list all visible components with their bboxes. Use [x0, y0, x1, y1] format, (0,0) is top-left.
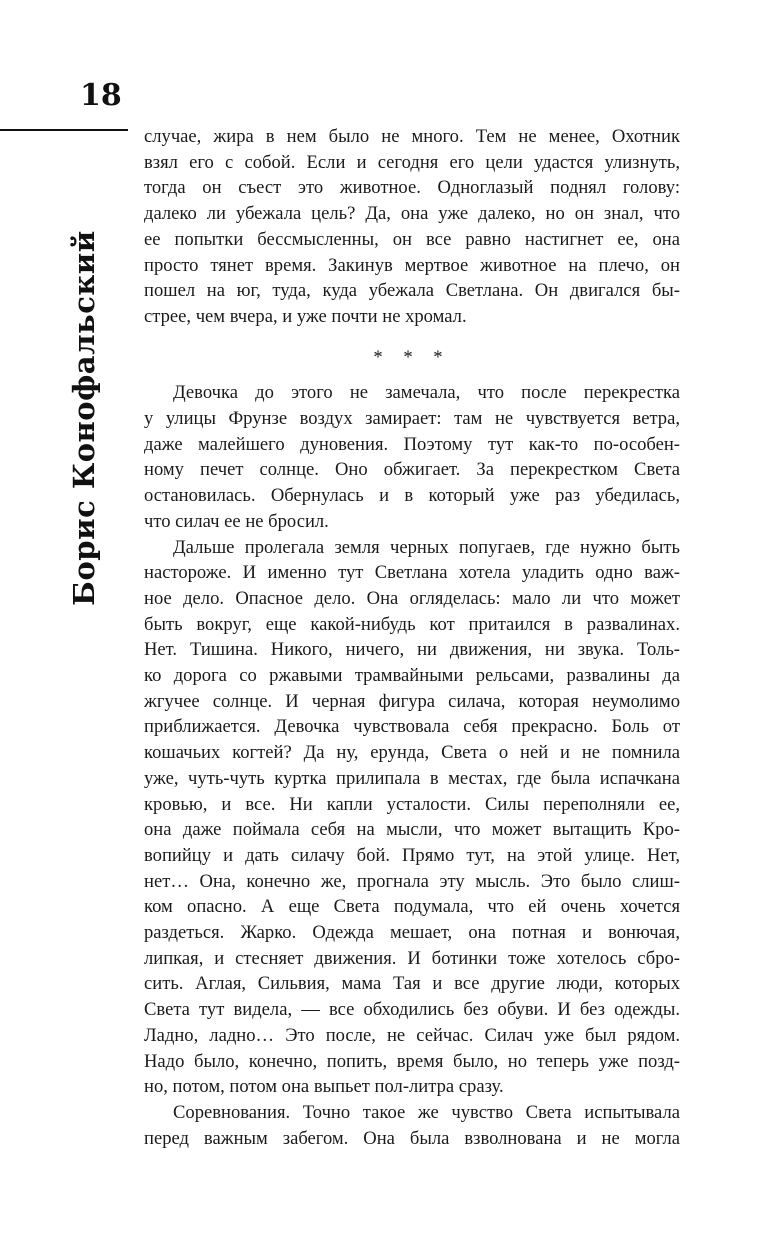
text-line: липкая, и стесняет движения. И ботинки тоже хотелось сбро-	[144, 947, 680, 969]
text-line: Света тут видела, — все обходились без обуви. И без одежды.	[144, 999, 680, 1021]
text-line: остановилась. Обернулась и в который уже раз убедилась,	[144, 485, 680, 507]
text-line: ко дорога со ржавыми трамвайными рельсами, развалины да	[144, 665, 680, 687]
text-line: быть вокруг, еще какой-нибудь кот притаился в развалинах.	[144, 613, 680, 635]
text-line: даже малейшего дуновения. Поэтому тут как-то по-особен-	[144, 433, 680, 455]
text-line: ее попытки бессмысленны, он все равно настигнет ее, она	[144, 228, 680, 250]
page-number: 18	[80, 78, 122, 113]
paragraph-3	[144, 535, 680, 1100]
text-line: Нет. Тишина. Никого, ничего, ни движения, ни звука. Толь-	[144, 639, 680, 661]
text-line: нет… Она, конечно же, прогнала эту мысль. Это было слиш-	[144, 870, 680, 892]
running-header-author: Борис Конофальский	[67, 230, 101, 606]
text-line: Девочка до этого не замечала, что после перекрестка	[173, 382, 680, 404]
section-separator: * * *	[373, 346, 451, 368]
text-line: кровью, и все. Ни капли усталости. Силы переполняли ее,	[144, 793, 680, 815]
text-line: взял его с собой. Если и сегодня его цели удастся улизнуть,	[144, 151, 680, 173]
text-line: далеко ли убежала цель? Да, она уже далеко, но он знал, что	[144, 203, 680, 225]
text-line: ком опасно. А еще Света подумала, что ей очень хочется	[144, 896, 680, 918]
body-text	[144, 124, 680, 1151]
text-line: пошел на юг, туда, куда убежала Светлана. Он двигался бы-	[144, 280, 680, 302]
text-line: Соревнования. Точно такое же чувство Света испытывала	[173, 1102, 680, 1123]
header-divider	[0, 129, 128, 131]
text-line: приближается. Девочка чувствовала себя прекрасно. Боль от	[144, 716, 680, 738]
text-line: стрее, чем вчера, и уже почти не хромал.	[144, 305, 467, 327]
text-line: у улицы Фрунзе воздух замирает: там не чувствуется ветра,	[144, 408, 680, 430]
text-line: вопийцу и дать силачу бой. Прямо тут, на этой улице. Нет,	[144, 844, 680, 866]
text-line: ное дело. Опасное дело. Она огляделась: мало ли что может	[144, 587, 680, 609]
text-line: что силач ее не бросил.	[144, 510, 329, 532]
paragraph-4	[144, 1100, 680, 1151]
text-line: сить. Аглая, Сильвия, мама Тая и все другие люди, которых	[144, 973, 680, 995]
paragraph-2	[144, 380, 680, 534]
text-line: кошачьих когтей? Да ну, ерунда, Света о ней и не помнила	[144, 742, 680, 764]
text-line: Дальше пролегала земля черных попугаев, где нужно быть	[173, 536, 680, 558]
text-line: тогда он съест это животное. Одноглазый поднял голову:	[144, 177, 680, 199]
text-line: раздеться. Жарко. Одежда мешает, она потная и вонючая,	[144, 922, 680, 944]
text-line: ному печет солнце. Оно обжигает. За перекрестком Света	[144, 459, 680, 481]
text-line: случае, жира в нем было не много. Тем не менее, Охотник	[144, 126, 680, 147]
text-line: она даже поймала себя на мысли, что может вытащить Кро-	[144, 819, 680, 841]
text-line: жгучее солнце. И черная фигура силача, которая неумолимо	[144, 690, 680, 712]
text-line: настороже. И именно тут Светлана хотела уладить одно важ-	[144, 562, 680, 584]
text-line: Ладно, ладно… Это после, не сейчас. Силач уже был рядом.	[144, 1024, 680, 1046]
paragraph-1	[144, 124, 680, 330]
text-line: перед важным забегом. Она была взволнована и не могла	[144, 1127, 680, 1149]
text-line: просто тянет время. Закинув мертвое животное на плечо, он	[144, 254, 680, 276]
text-line: Надо было, конечно, попить, время было, но теперь уже позд-	[144, 1050, 680, 1072]
text-line: но, потом, потом она выпьет пол-литра сразу.	[144, 1076, 504, 1098]
text-line: уже, чуть-чуть куртка прилипала в местах, где была испачкана	[144, 767, 680, 789]
